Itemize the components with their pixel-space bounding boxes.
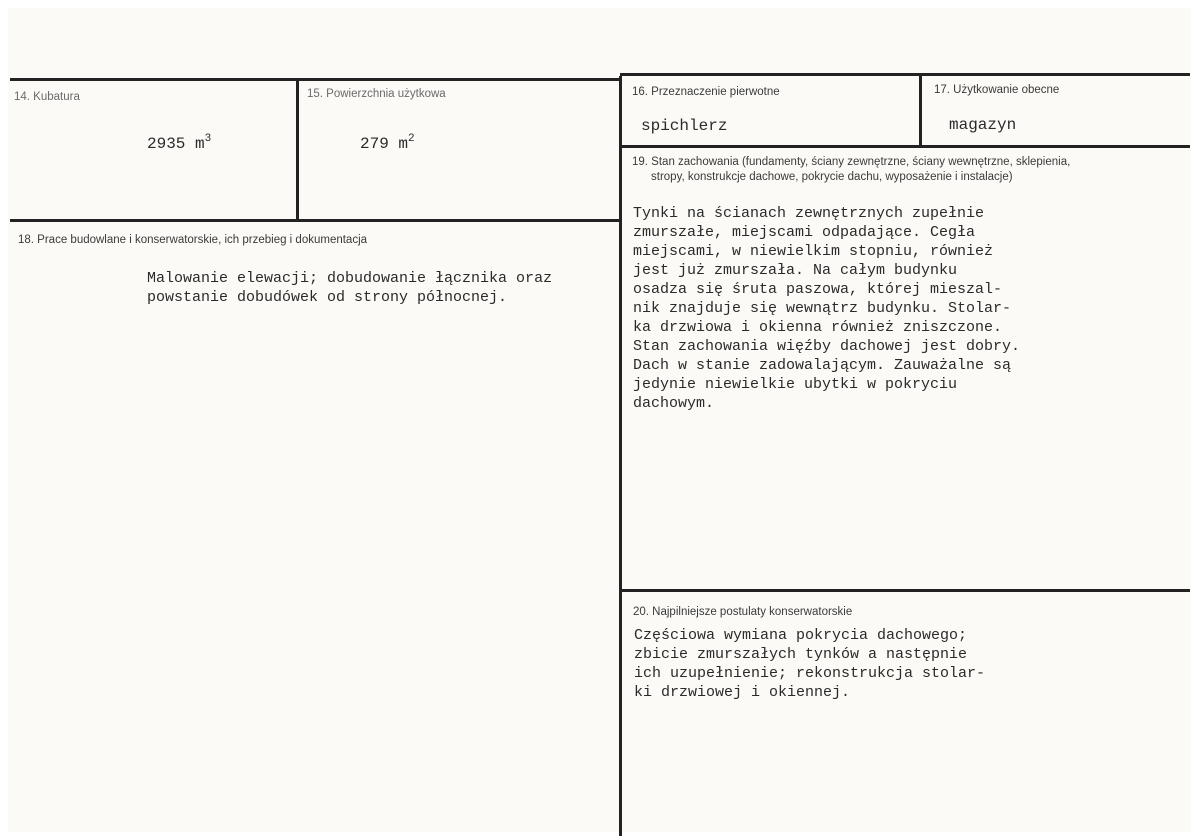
stan-line: miejscami, w niewielkim stopniu, również bbox=[633, 243, 994, 260]
postulaty-line: Częściowa wymiana pokrycia dachowego; bbox=[634, 627, 968, 644]
stan-line: Tynki na ścianach zewnętrznych zupełnie bbox=[633, 205, 985, 222]
prace-line: powstanie dobudówek od strony północnej. bbox=[147, 289, 508, 306]
przeznaczenie-label: 16. Przeznaczenie pierwotne bbox=[632, 86, 780, 98]
stan-line: osadza się śruta paszowa, której mieszal- bbox=[633, 281, 1003, 298]
uzytkowanie-value: magazyn bbox=[949, 116, 1017, 134]
stan-line: zmurszałe, miejscami odpadające. Cegła bbox=[633, 224, 976, 241]
rule-under-16-17 bbox=[620, 145, 1190, 148]
stan-line: jedynie niewielkie ubytki w pokryciu bbox=[633, 376, 958, 393]
divider-14-15 bbox=[296, 80, 299, 222]
powierzchnia-number: 279 m bbox=[360, 135, 409, 153]
stan-label-line-2: stropy, konstrukcje dachowe, pokrycie dachu, wyposażenie i instalacje) bbox=[651, 171, 1013, 183]
postulaty-line: zbicie zmurszałych tynków a następnie bbox=[634, 646, 968, 663]
kubatura-label: 14. Kubatura bbox=[14, 91, 80, 103]
postulaty-label: 20. Najpilniejsze postulaty konserwatorskie bbox=[633, 606, 853, 618]
powierzchnia-label: 15. Powierzchnia użytkowa bbox=[307, 88, 446, 100]
stan-line: jest już zmurszała. Na całym budynku bbox=[633, 262, 958, 279]
kubatura-unit-exponent: 3 bbox=[204, 133, 212, 145]
divider-16-17 bbox=[919, 76, 922, 146]
powierzchnia-unit-exponent: 2 bbox=[408, 133, 415, 145]
stan-line: ka drzwiowa i okienna również zniszczone. bbox=[633, 319, 1003, 336]
kubatura-number: 2935 m bbox=[147, 135, 205, 153]
powierzchnia-value bbox=[360, 135, 415, 154]
prace-text bbox=[147, 269, 552, 307]
rule-under-14-15 bbox=[10, 219, 620, 222]
kubatura-value bbox=[147, 135, 211, 154]
prace-line: Malowanie elewacji; dobudowanie łącznika oraz bbox=[147, 270, 553, 287]
stan-line: dachowym. bbox=[633, 395, 715, 412]
top-rule-left bbox=[10, 78, 620, 81]
rule-above-20 bbox=[620, 589, 1190, 592]
postulaty-text bbox=[634, 626, 985, 702]
stan-text bbox=[633, 204, 1020, 413]
przeznaczenie-value: spichlerz bbox=[641, 117, 728, 135]
center-divider bbox=[619, 76, 622, 836]
postulaty-line: ich uzupełnienie; rekonstrukcja stolar- bbox=[634, 665, 986, 682]
stan-line: nik znajduje się wewnątrz budynku. Stolar- bbox=[633, 300, 1012, 317]
uzytkowanie-label: 17. Użytkowanie obecne bbox=[934, 84, 1060, 96]
prace-label: 18. Prace budowlane i konserwatorskie, ich przebieg i dokumentacja bbox=[18, 234, 368, 246]
top-rule-right bbox=[620, 73, 1190, 76]
stan-label-line-1: 19. Stan zachowania (fundamenty, ściany zewnętrzne, ściany wewnętrzne, sklepienia, bbox=[632, 156, 1071, 168]
stan-line: Stan zachowania więźby dachowej jest dobry. bbox=[633, 338, 1021, 355]
stan-line: Dach w stanie zadowalającym. Zauważalne są bbox=[633, 357, 1012, 374]
postulaty-line: ki drzwiowej i okiennej. bbox=[634, 684, 851, 701]
